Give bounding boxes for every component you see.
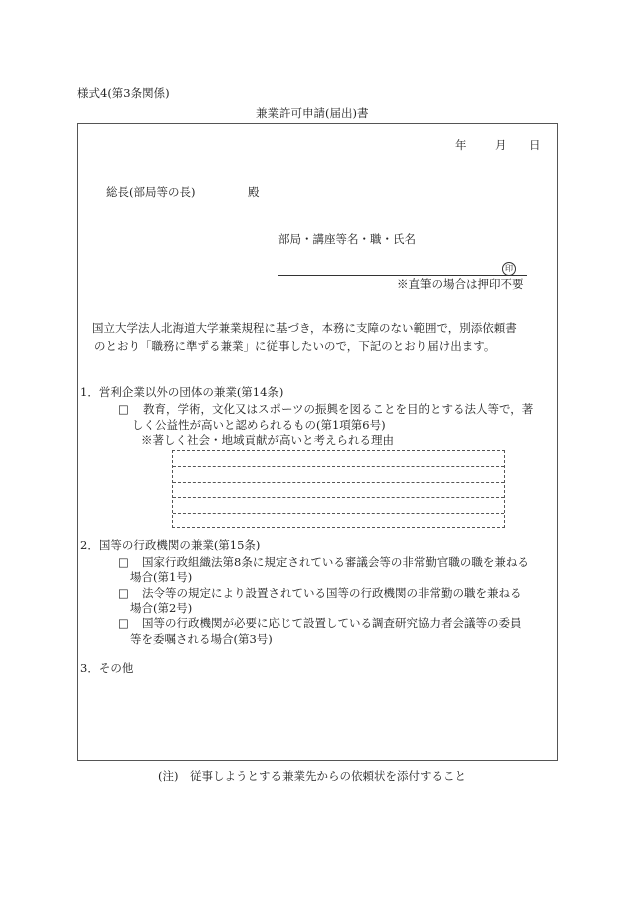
- date-year: 年: [455, 138, 467, 152]
- honorific: 殿: [248, 185, 260, 199]
- section2-checkbox-1[interactable]: □: [118, 555, 129, 569]
- section2-item2-line2: 場合(第2号): [130, 601, 193, 615]
- section1-item-line-2: しく公益性が高いと認められるもの(第1項第6号): [132, 418, 386, 432]
- reason-row-line: [173, 482, 504, 483]
- seal-note: ※直筆の場合は押印不要: [397, 277, 524, 291]
- reason-row-line: [173, 466, 504, 467]
- footnote: (注) 従事しようとする兼業先からの依頼状を添付すること: [158, 769, 466, 783]
- section2-checkbox-2[interactable]: □: [118, 586, 129, 600]
- applicant-label: 部局・講座等名・職・氏名: [278, 232, 416, 246]
- intro-line-2: のとおり「職務に準ずる兼業」に従事したいので，下記のとおり届け出ます。: [94, 339, 496, 353]
- form-number: 様式4(第3条関係): [77, 86, 170, 100]
- section2-item2-line1: 法令等の規定により設置されている国等の行政機関の非常勤の職を兼ねる: [142, 586, 522, 600]
- addressee: 総長(部局等の長): [106, 185, 196, 199]
- section3-heading: 3．その他: [80, 661, 134, 675]
- section2-heading: 2．国等の行政機関の兼業(第15条): [80, 538, 261, 552]
- form-title: 兼業許可申請(届出)書: [256, 106, 369, 120]
- reason-input-box[interactable]: [172, 450, 505, 528]
- date-month: 月: [495, 138, 507, 152]
- signature-line[interactable]: [278, 275, 527, 276]
- section2-checkbox-3[interactable]: □: [118, 616, 129, 630]
- section1-heading: 1．営利企業以外の団体の兼業(第14条): [80, 385, 284, 399]
- section2-item3-line2: 等を委嘱される場合(第3号): [130, 632, 273, 646]
- section1-item-line-1: 教育，学術，文化又はスポーツの振興を図ることを目的とする法人等で，著: [143, 402, 534, 416]
- reason-row-line: [173, 513, 504, 514]
- section2-item3-line1: 国等の行政機関が必要に応じて設置している調査研究協力者会議等の委員: [142, 616, 522, 630]
- date-day: 日: [529, 138, 541, 152]
- section2-item1-line1: 国家行政組織法第8条に規定されている審議会等の非常勤官職の職を兼ねる: [142, 555, 529, 569]
- reason-label: ※著しく社会・地域貢献が高いと考えられる理由: [141, 433, 394, 447]
- intro-line-1: 国立大学法人北海道大学兼業規程に基づき，本務に支障のない範囲で，別添依頼書: [92, 321, 517, 335]
- section1-checkbox[interactable]: □: [118, 402, 129, 416]
- seal-mark: [502, 260, 516, 276]
- reason-row-line: [173, 497, 504, 498]
- section2-item1-line2: 場合(第1号): [130, 570, 193, 584]
- seal-icon: 印: [502, 262, 516, 276]
